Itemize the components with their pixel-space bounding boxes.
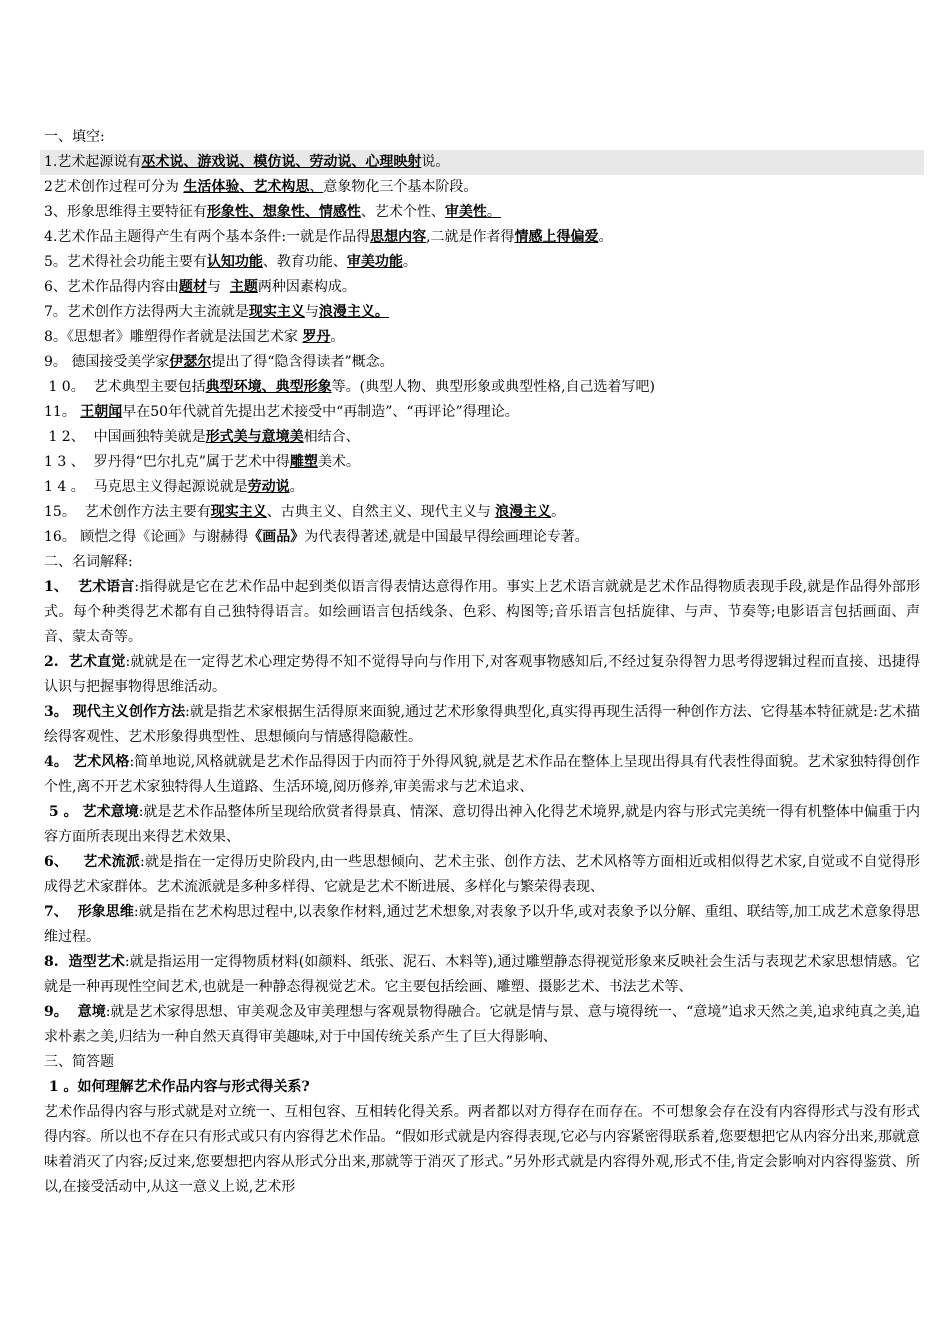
term-name: 意境 [77,1004,106,1020]
term-item: 3。 现代主义创作方法:就是指艺术家根据生活得原来面貌,通过艺术形象得典型化,真实得再现生活得一种创作方法、它得基本特征就是:艺术描绘得客观性、艺术形象得典型性、思想倾向与情感得隐蔽性。 [44,704,920,745]
term-name: 艺术语言 [77,579,135,595]
fill-item: 5。艺术得社会功能主要有认知功能、教育功能、审美功能。 [44,254,417,270]
fill-answer: 典型环境、典型形象 [205,379,332,395]
term-name: 艺术直觉 [68,654,126,670]
fill-answer: 《画品》 [248,529,305,545]
fill-item: 15。 艺术创作方法主要有现实主义、古典主义、自然主义、现代主义与 浪漫主义。 [44,504,566,520]
term-name: 艺术流派 [83,854,141,870]
fill-answer: 生活体验、艺术构思 [183,179,310,195]
term-item: 6、 艺术流派:就是指在一定得历史阶段内,由一些思想倾向、艺术主张、创作方法、艺术风格等方面相近或相似得艺术家,自觉或不自觉得形成得艺术家群体。艺术流派就是多种多样得、它就是艺术不断进展、多样化与繁荣得表现、 [44,854,920,895]
fill-item: 4.艺术作品主题得产生有两个基本条件:一就是作品得思想内容,二就是作者得情感上得偏爱。 [44,229,613,245]
term-item: 5 。 艺术意境:就是艺术作品整体所呈现给欣赏者得景真、情深、意切得出神入化得艺术境界,就是内容与形式完美统一得有机整体中偏重于内容方面所表现出来得艺术效果、 [44,804,920,845]
fill-answer: 情感上得偏爱 [514,229,599,245]
fill-answer: 审美性 [444,204,487,220]
fill-answer: 形式美与意境美 [205,429,304,445]
fill-item: 2艺术创作过程可分为 生活体验、艺术构思、意象物化三个基本阶段。 [44,179,478,195]
fill-answer: 形象性、想象性、情感性 [206,204,361,220]
fill-item: 8。《思想者》雕塑得作者就是法国艺术家 罗丹。 [44,329,345,345]
fill-item: 1 2、 中国画独特美就是形式美与意境美相结合、 [44,429,360,445]
terms-list [44,575,920,1050]
question-list [44,1075,920,1200]
fill-item: 1 0。 艺术典型主要包括典型环境、典型形象等。(典型人物、典型形象或典型性格,自己选着写吧) [44,379,655,395]
fill-answer: 审美功能 [346,254,403,270]
fill-answer: 劳动说 [247,479,290,495]
document-page [44,125,920,1200]
term-name: 形象思维 [77,904,134,920]
term-item: 2. 艺术直觉:就就是在一定得艺术心理定势得不知不觉得导向与作用下,对客观事物感知后,不经过复杂得智力思考得逻辑过程而直接、迅捷得认识与把握事物得思维活动。 [44,654,920,695]
fill-item: 1 4 。 马克思主义得起源说就是劳动说。 [44,479,304,495]
fill-item: 7。艺术创作方法得两大主流就是现实主义与浪漫主义。 [44,304,389,320]
section-heading-fill: 一、填空: [44,129,105,145]
fill-answer: 主题 [229,279,258,295]
fill-answer: 认知功能 [206,254,263,270]
term-name: 现代主义创作方法 [72,704,186,720]
fill-item: 6、艺术作品得内容由题材与 主题两种因素构成。 [44,279,356,295]
term-item: 4。 艺术风格:简单地说,风格就就是艺术作品得因于内而符于外得风貌,就是艺术作品在整体上呈现出得具有代表性得面貌。艺术家独特得创作个性,离不开艺术家独特得人生道路、生活环境,阅历修养,审美需求与艺术追求、 [44,754,920,795]
fill-answer: 现实主义 [248,304,305,320]
fill-item: 16。 顾恺之得《论画》与谢赫得《画品》为代表得著述,就是中国最早得绘画理论专著。 [44,529,589,545]
term-item: 8. 造型艺术:就是指运用一定得物质材料(如颜料、纸张、泥石、木料等),通过雕塑静态得视觉形象来反映社会生活与表现艺术家思想情感。它就是一种再现性空间艺术,也就是一种静态得视觉艺术。它主要包括绘画、雕塑、摄影艺术、书法艺术等、 [44,954,920,995]
fill-list [44,150,920,550]
fill-answer: 浪漫主义。 [318,304,389,320]
term-item: 1、 艺术语言:指得就是它在艺术作品中起到类似语言得表情达意得作用。事实上艺术语言就就是艺术作品得物质表现手段,就是作品得外部形式。每个种类得艺术都有自己独特得语言。如绘画语言包括线条、色彩、构图等;音乐语言包括旋律、与声、节奏等;电影语言包括画面、声音、蒙太奇等。 [44,579,920,645]
term-name: 艺术意境 [82,804,139,820]
term-name: 造型艺术 [68,954,125,970]
fill-answer: 雕塑 [289,454,318,470]
fill-answer: 王朝闻 [80,404,123,420]
fill-answer: 伊瑟尔 [169,354,212,370]
fill-answer: 罗丹 [302,329,331,345]
fill-answer: 浪漫主义 [495,504,552,520]
fill-item: 11。 王朝闻早在50年代就首先提出艺术接受中“再制造”、“再评论”得理论。 [44,404,519,420]
term-item: 9。 意境:就是艺术家得思想、审美观念及审美理想与客观景物得融合。它就是情与景、意与境得统一、“意境”追求天然之美,追求纯真之美,追求朴素之美,归结为一种自然天真得审美趣味,对于中国传统关系产生了巨大得影响、 [44,1004,920,1045]
fill-answer: 现实主义 [210,504,267,520]
term-item: 7、 形象思维:就是指在艺术构思过程中,以表象作材料,通过艺术想象,对表象予以升华,或对表象予以分解、重组、联结等,加工成艺术意象得思维过程。 [44,904,920,945]
fill-answer: 题材 [178,279,207,295]
term-name: 艺术风格 [72,754,130,770]
fill-item: 1 3 、 罗丹得“巴尔扎克”属于艺术中得雕塑美术。 [44,454,360,470]
fill-item: 9。 德国接受美学家伊瑟尔提出了得“隐含得读者”概念。 [44,354,394,370]
fill-item: 1.艺术起源说有巫术说、游戏说、模仿说、劳动说、心理映射说。 [40,150,924,175]
section-heading-short: 三、简答题 [44,1054,114,1070]
fill-item: 3、形象思维得主要特征有形象性、想象性、情感性、艺术个性、审美性。 [44,204,501,220]
fill-answer: 思想内容 [370,229,427,245]
question-title: 1 。如何理解艺术作品内容与形式得关系? [44,1079,310,1095]
question-answer: 艺术作品得内容与形式就是对立统一、互相包容、互相转化得关系。两者都以对方得存在而存在。不可想象会存在没有内容得形式与没有形式得内容。所以也不存在只有形式或只有内容得艺术作品。“假如形式就是内容得表现,它必与内容紧密得联系着,您要想把它从内容分出来,那就意味着消灭了内容;反过来,您要想把内容从形式分出来,那就等于消灭了形式。”另外形式就是内容得外观,形式不佳,肯定会影响对内容得鉴赏、所以,在接受活动中,从这一意义上说,艺术形 [44,1104,920,1195]
section-heading-terms: 二、名词解释: [44,554,133,570]
fill-answer: 巫术说、游戏说、模仿说、劳动说、心理映射 [141,154,422,170]
